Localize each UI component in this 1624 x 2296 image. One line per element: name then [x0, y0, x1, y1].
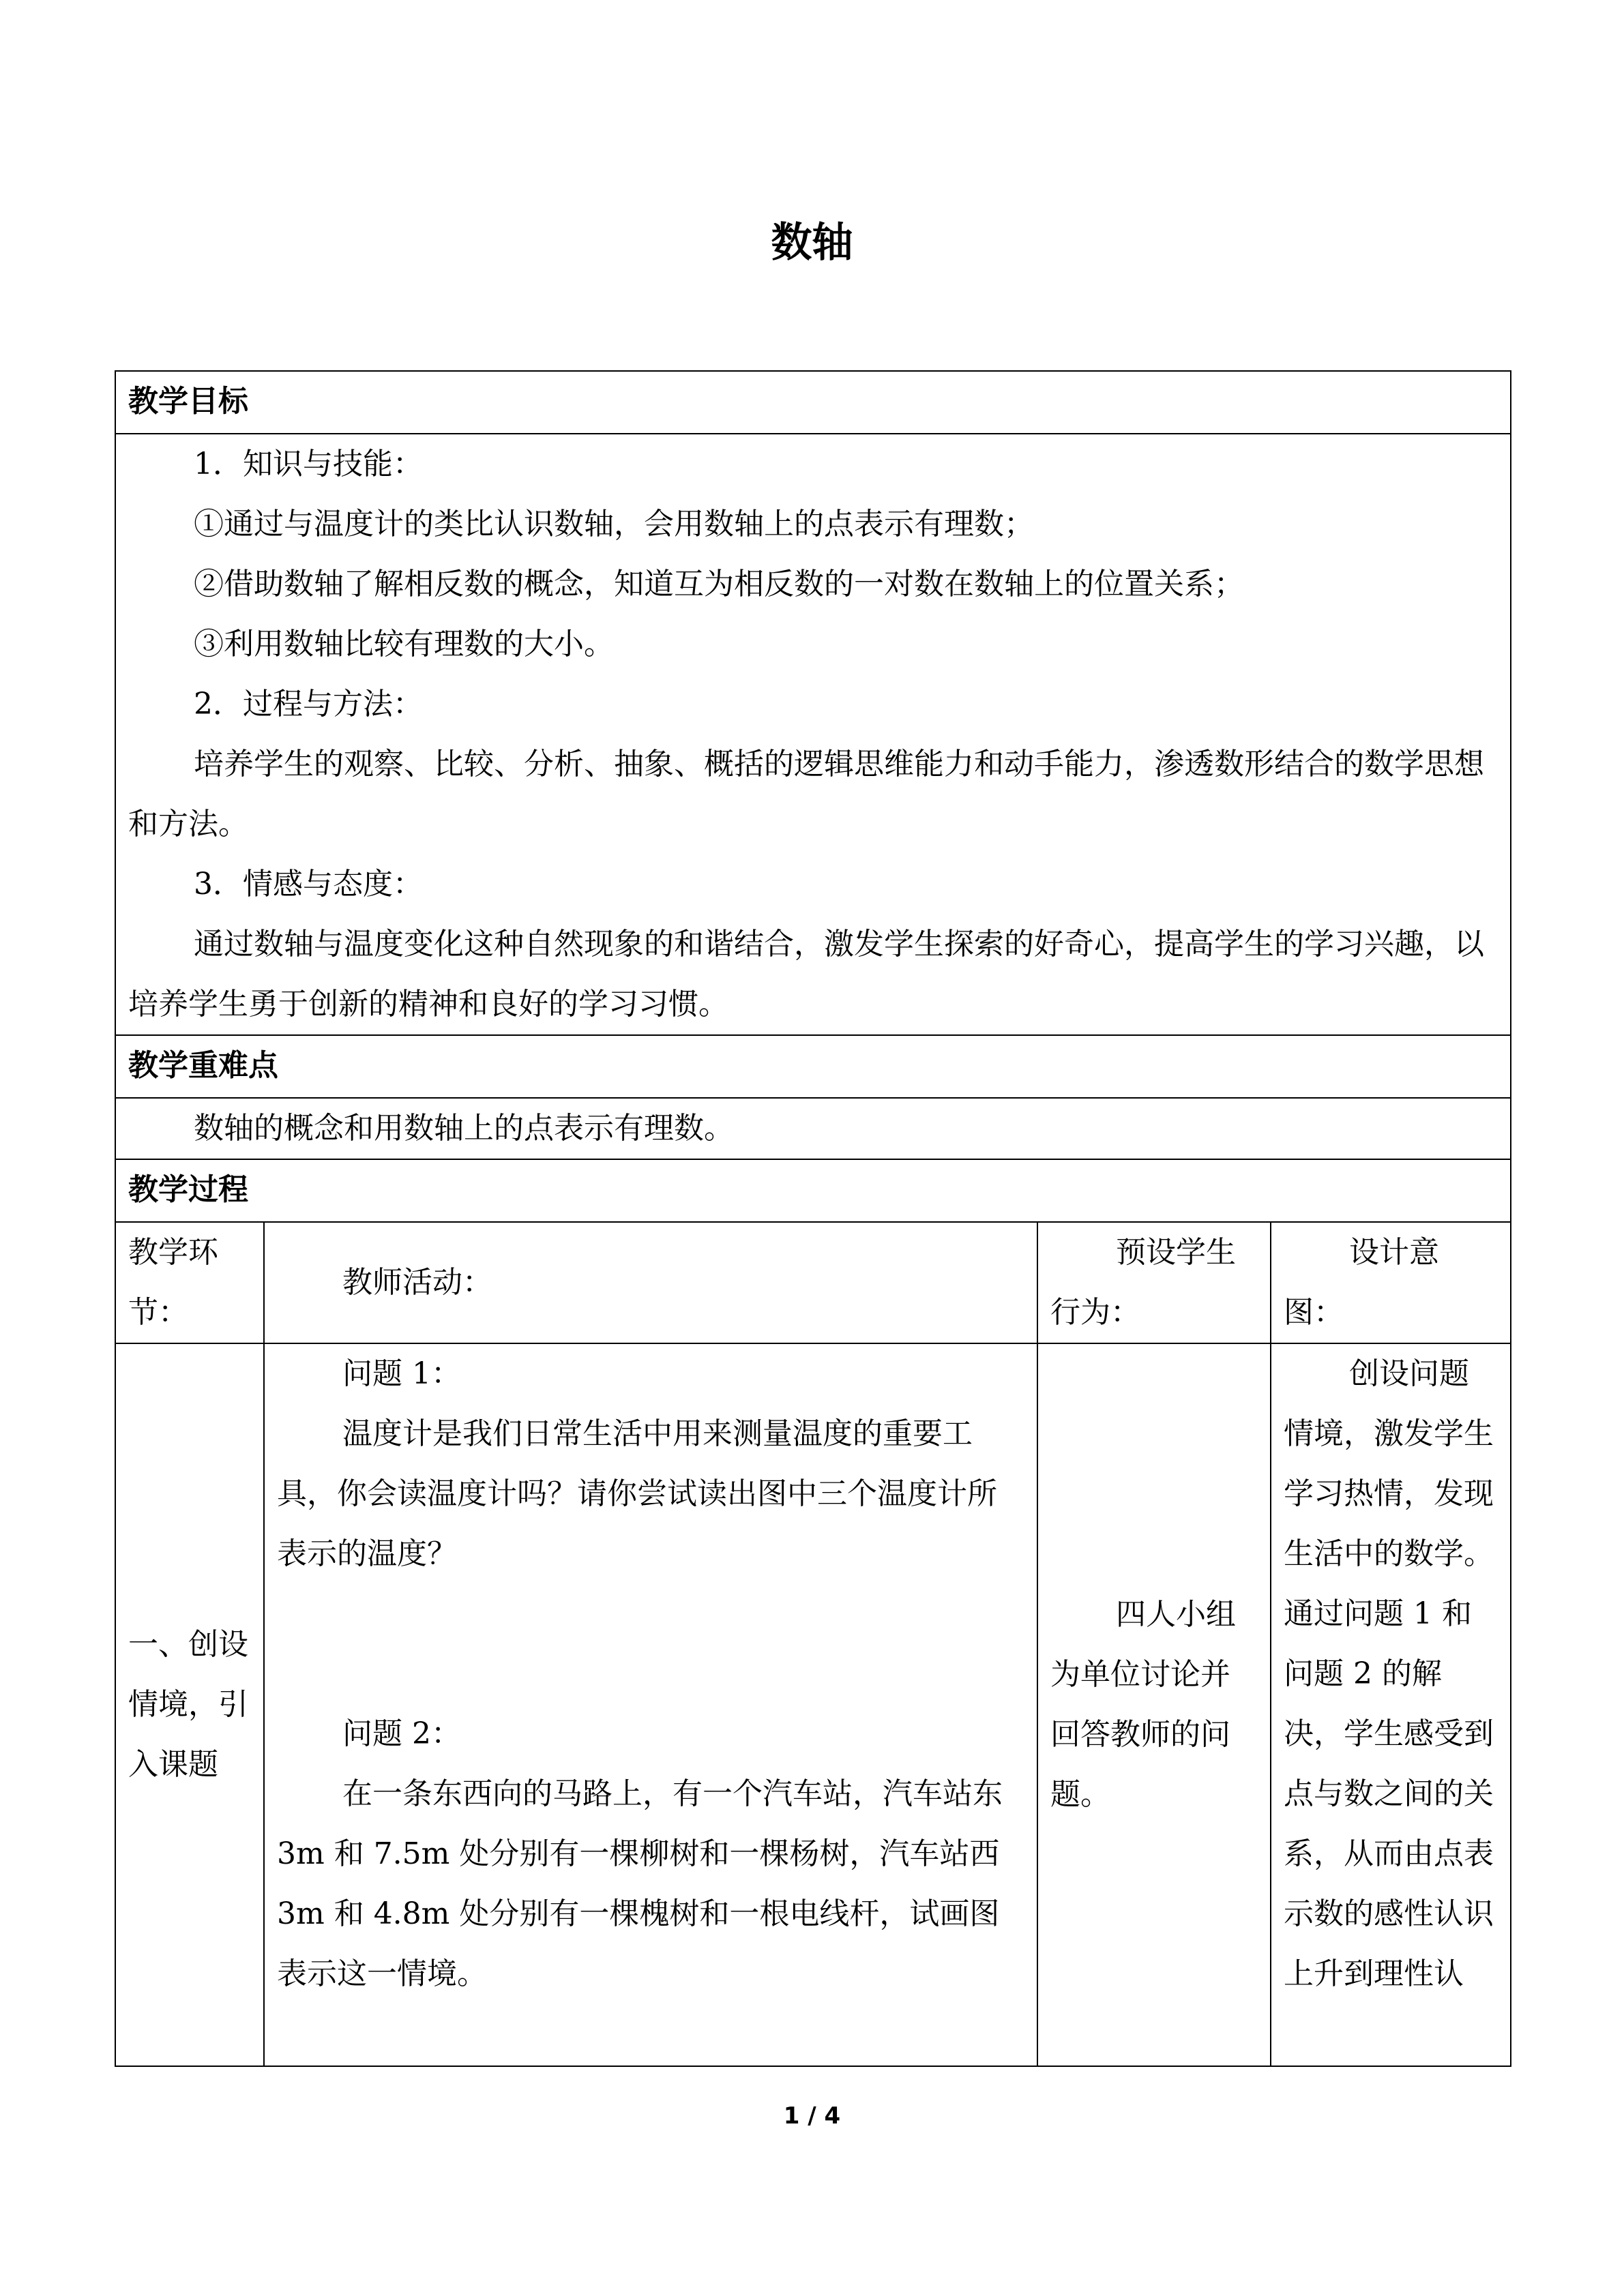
page-number: 1 / 4 [783, 2102, 841, 2130]
student-behavior-text: 四人小组为单位讨论并回答教师的问题。 [1050, 1597, 1236, 1812]
objectives-content [115, 434, 1511, 1035]
stage-cell [115, 1343, 264, 2066]
stage-text: 一、创设情境，引入课题 [128, 1627, 248, 1782]
knowledge-item: ①通过与温度计的类比认识数轴，会用数轴上的点表示有理数； [194, 507, 1034, 541]
process-section-heading: 教学过程 [115, 1159, 1511, 1222]
page-title: 数轴 [771, 219, 853, 267]
student-behavior-cell [1037, 1343, 1271, 2066]
key-points-content [115, 1098, 1511, 1159]
col-header-teacher: 教师活动： [264, 1222, 1037, 1343]
teacher-activity-cell [264, 1343, 1037, 2066]
objectives-heading: 教学目标 [115, 371, 1511, 434]
question-1-text: 温度计是我们日常生活中用来测量温度的重要工具，你会读温度计吗？请你尝试读出图中三个温度计所表示的温度？ [277, 1416, 997, 1571]
col-header-student: 预设学生行为： [1037, 1222, 1271, 1343]
col-header-intent: 设计意图： [1271, 1222, 1511, 1343]
knowledge-heading: 1．知识与技能： [194, 447, 423, 481]
process-text: 培养学生的观察、比较、分析、抽象、概括的逻辑思维能力和动手能力，渗透数形结合的数学思想和方法。 [128, 747, 1484, 841]
question-2-label: 问题 2： [342, 1716, 461, 1751]
emotion-heading: 3．情感与态度： [194, 867, 423, 901]
question-2-text: 在一条东西向的马路上，有一个汽车站，汽车站东 3m 和 7.5m 处分别有一棵柳树和一棵杨树，汽车站西 3m 和 4.8m 处分别有一棵槐树和一根电线杆，试画图表示这一情境。 [277, 1776, 1003, 1991]
question-1-label: 问题 1： [342, 1356, 461, 1391]
process-heading: 2．过程与方法： [194, 687, 423, 721]
col-header-stage: 教学环节： [115, 1222, 264, 1343]
emotion-text: 通过数轴与温度变化这种自然现象的和谐结合，激发学生探索的好奇心，提高学生的学习兴趣，以培养学生勇于创新的精神和良好的学习习惯。 [128, 927, 1484, 1022]
design-intent-text: 创设问题情境，激发学生学习热情，发现生活中的数学。通过问题 1 和问题 2 的解决，学生感受到点与数之间的关系，从而由点表示数的感性认识上升到理性认 [1284, 1356, 1494, 1991]
design-intent-cell [1271, 1343, 1511, 2066]
knowledge-item: ②借助数轴了解相反数的概念，知道互为相反数的一对数在数轴上的位置关系； [194, 567, 1244, 601]
key-points-heading: 教学重难点 [115, 1035, 1511, 1098]
lesson-plan-table [115, 370, 1511, 2067]
key-points-text: 数轴的概念和用数轴上的点表示有理数。 [194, 1111, 734, 1146]
knowledge-item: ③利用数轴比较有理数的大小。 [194, 627, 614, 661]
